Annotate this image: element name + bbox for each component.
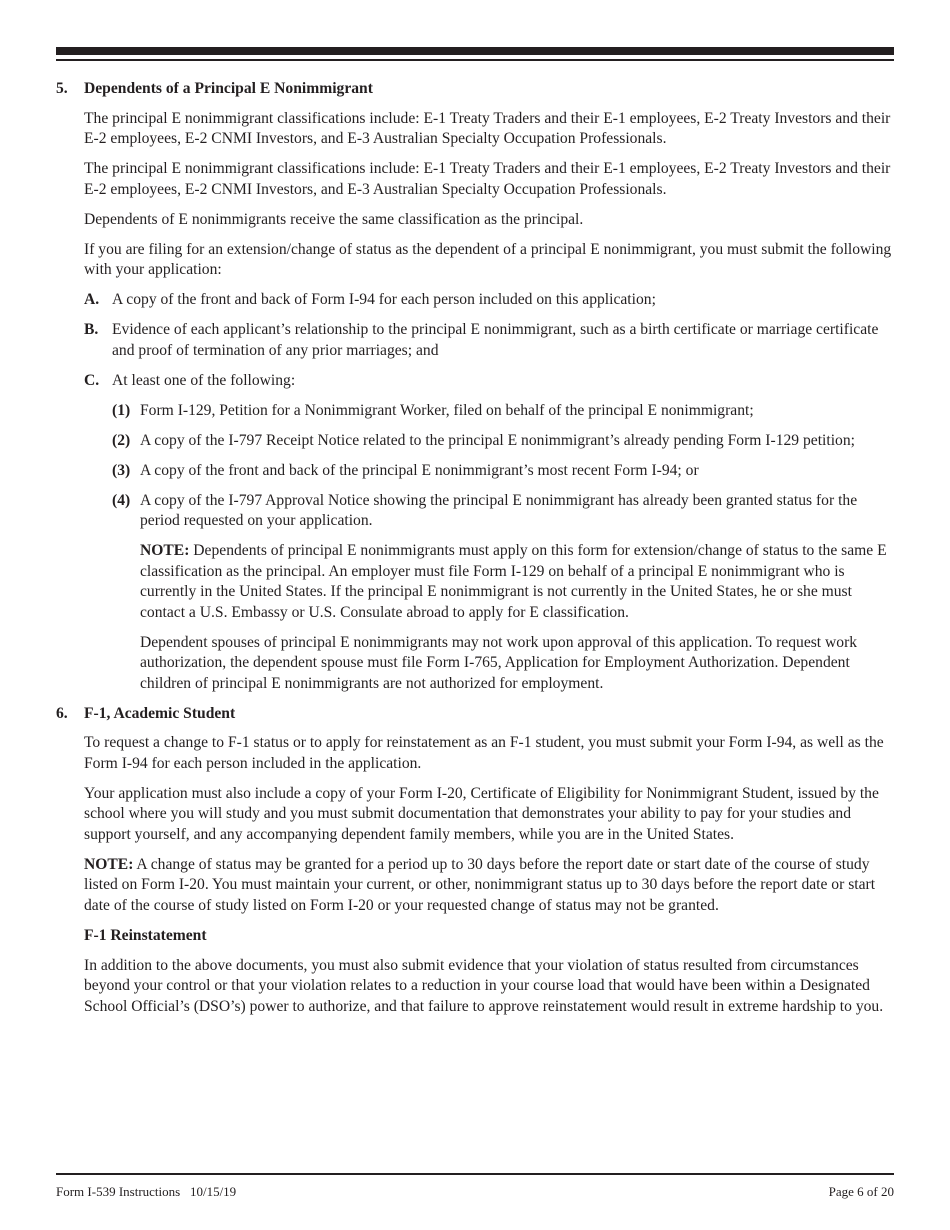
header-rule-thin: [56, 59, 894, 61]
footer-page-number: Page 6 of 20: [828, 1184, 894, 1199]
footer-rule: [56, 1173, 894, 1175]
section-6-number: 6.: [56, 704, 68, 722]
sub-item-text: A copy of the I-797 Receipt Notice related to the principal E nonimmigrant’s already pending Form I-129 petition;: [140, 431, 855, 449]
note-label: NOTE:: [140, 542, 190, 559]
list-item-label: C.: [84, 371, 100, 389]
section-6-paragraph: To request a change to F-1 status or to apply for reinstatement as an F-1 student, you must submit your Form I-94, as well as the Form I-94 for each person included in the application.: [84, 734, 884, 772]
f1-reinstatement-heading: F-1 Reinstatement: [84, 926, 207, 944]
list-item-text: At least one of the following:: [112, 371, 296, 389]
list-item-b: [56, 320, 894, 361]
sub-item-1: [56, 401, 894, 422]
sub-item-2: [56, 431, 894, 452]
note-label: NOTE:: [84, 855, 134, 873]
section-6-paragraph: In addition to the above documents, you must also submit evidence that your violation of status resulted from circumstances beyond your control or that your violation relates to a reduction in your course load that would have been within a Designated School Official’s (DSO’s) power to authorize, and that failure to approve reinstatement would result in extreme hardship to you.: [84, 956, 884, 1015]
list-item-text: A copy of the front and back of Form I-94 for each person included on this application;: [112, 291, 656, 308]
sub-item-text: Form I-129, Petition for a Nonimmigrant Worker, filed on behalf of the principal E nonimmigrant;: [140, 401, 754, 419]
section-6-note: [84, 855, 894, 917]
section-6-paragraph: Your application must also include a copy of your Form I-20, Certificate of Eligibility for Nonimmigrant Student, issued by the school where you will study and you must submit documentation that demonstrates your ability to pay for your studies and support yourself, and any accompanying dependent family members, while you are in the United States.: [84, 784, 879, 843]
section-5-paragraph: If you are filing for an extension/change of status as the dependent of a principal E nonimmigrant, you must submit the following with your application:: [84, 240, 892, 278]
section-5-paragraph: Dependents of E nonimmigrants receive the same classification as the principal.: [84, 210, 584, 228]
list-item-a: [56, 290, 894, 311]
list-item-label: A.: [84, 291, 100, 308]
list-item-text: Evidence of each applicant’s relationship to the principal E nonimmigrant, such as a birth certificate or marriage certificate and proof of termination of any prior marriages; and: [112, 321, 879, 359]
section-5-paragraph: The principal E nonimmigrant classifications include: E-1 Treaty Traders and their E-1 employees, E-2 Treaty Investors and their E-2 employees, E-2 CNMI Investors, and E-3 Australian Specialty Occupation Professionals.: [84, 160, 891, 198]
sub-item-text: A copy of the front and back of the principal E nonimmigrant’s most recent Form I-94; or: [140, 461, 699, 479]
sub-item-label: (1): [112, 401, 131, 419]
section-6-heading: [56, 704, 894, 725]
note-text: Dependents of principal E nonimmigrants must apply on this form for extension/change of status to the same E classification as the principal. An employer must file Form I-129 on behalf of a principal E nonimmigrant who is currently in the United States. If the principal E nonimmigrant is not currently in the United States, he or she must contact a U.S. Embassy or U.S. Consulate abroad to apply for E classification.: [140, 542, 887, 621]
footer-form-id: Form I-539 Instructions 10/15/19: [56, 1184, 237, 1199]
sub-item-label: (2): [112, 431, 131, 449]
sub-item-label: (3): [112, 461, 131, 479]
section-5-title: Dependents of a Principal E Nonimmigrant: [84, 80, 373, 97]
sub-item-label: (4): [112, 491, 131, 509]
sub-item-3: [56, 461, 894, 482]
sub-item-4: [56, 491, 894, 532]
list-item-label: B.: [84, 321, 99, 338]
list-item-c: [56, 371, 894, 392]
section-5-note: [140, 541, 894, 623]
section-5-paragraph: The principal E nonimmigrant classifications include: E-1 Treaty Traders and their E-1 employees, E-2 Treaty Investors and their E-2 employees, E-2 CNMI Investors, and E-3 Australian Specialty Occupation Professionals.: [84, 109, 891, 147]
note-text: A change of status may be granted for a period up to 30 days before the report date or start date of the course of study listed on Form I-20. You must maintain your current, or other, nonimmigrant status up to 30 days before the report date or start date of the course of study listed on Form I-20 or your requested change of status may not be granted.: [84, 855, 876, 914]
header-rule-thick: [56, 47, 894, 55]
section-5-number: 5.: [56, 80, 68, 97]
sub-item-text: A copy of the I-797 Approval Notice showing the principal E nonimmigrant has already been granted status for the period requested on your application.: [140, 491, 858, 529]
page-content: [56, 79, 894, 1027]
section-6-title: F-1, Academic Student: [84, 704, 236, 722]
section-5-heading: [56, 79, 894, 100]
section-5-note-paragraph: Dependent spouses of principal E nonimmigrants may not work upon approval of this application. To request work authorization, the dependent spouse must file Form I-765, Application for Employment Authorization. Dependent children of principal E nonimmigrants are not authorized for employment.: [140, 633, 858, 692]
